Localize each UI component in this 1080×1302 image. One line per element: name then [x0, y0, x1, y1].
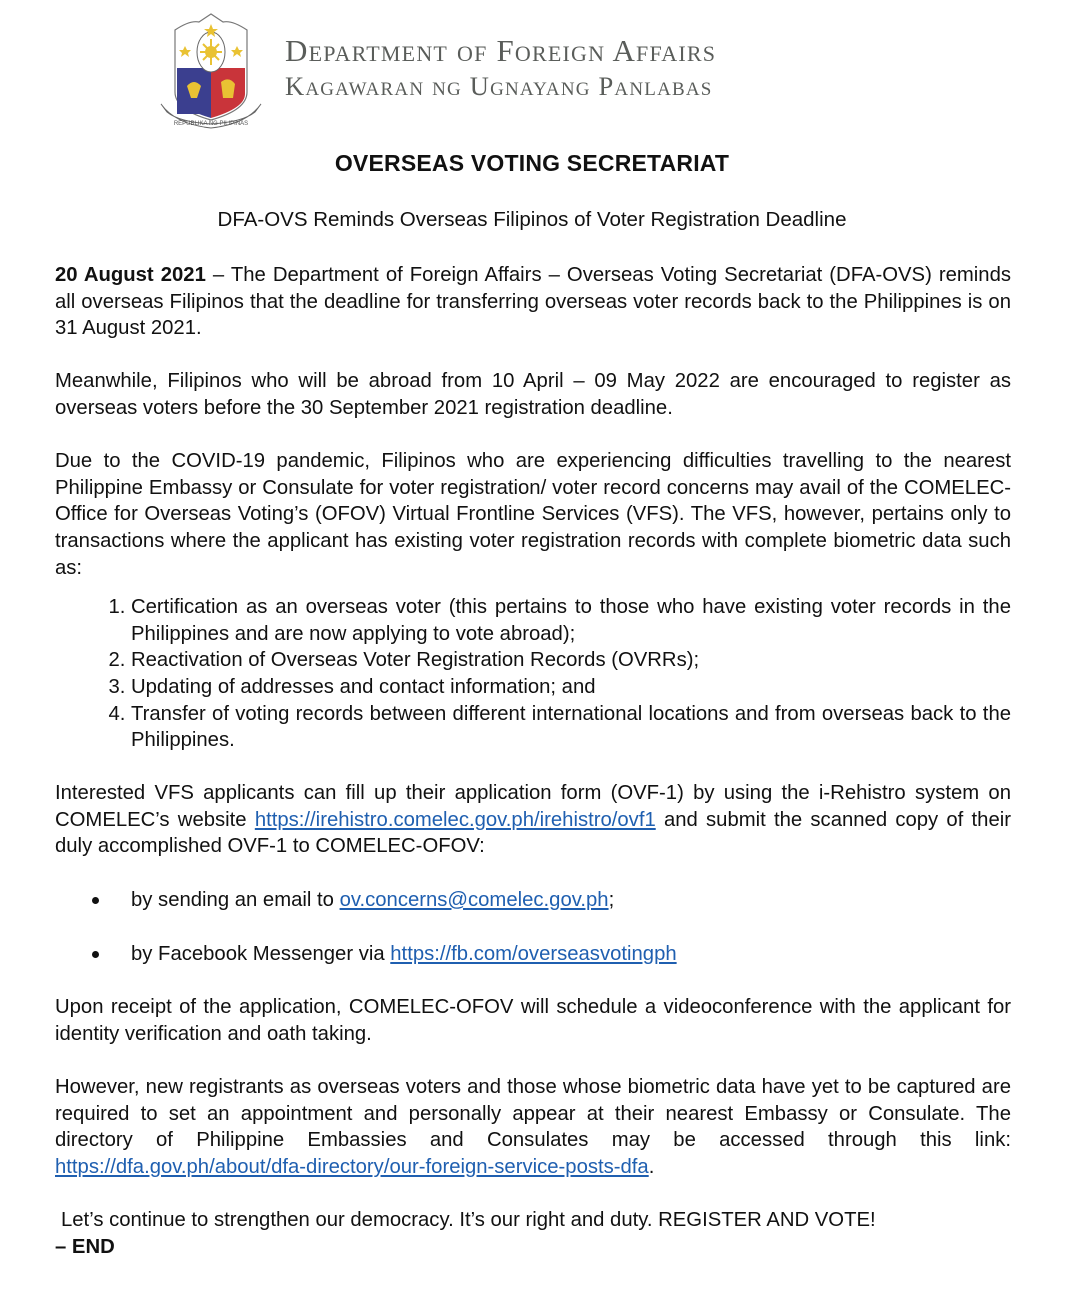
paragraph-vfs: Due to the COVID-19 pandemic, Filipinos who are experiencing difficulties travelling to the nearest Philippine Embassy or Consulate for voter registration/ voter record concerns may avail of the COMELEC-Office for Overseas Voting’s (OFOV) Virtual Frontline Services (VFS). The VFS, however, pertains only to transactions where the applicant has existing voter registration records with complete biometric data such as: — [55, 450, 1011, 579]
paragraph-videoconference: Upon receipt of the application, COMELEC-OFOV will schedule a videoconference with the applicant for identity verification and oath taking. — [55, 996, 1011, 1046]
document-title: OVERSEAS VOTING SECRETARIAT — [334, 150, 730, 176]
philippine-seal-icon — [155, 12, 267, 132]
irehistro-link[interactable]: https://irehistro.comelec.gov.ph/irehistro/ovf1 — [254, 808, 656, 831]
list-item: 4. Transfer of voting records between different international locations and from overseas back to the Philippines. — [131, 701, 1011, 754]
paragraph-application: Interested VFS applicants can fill up their application form (OVF-1) by using the i-Rehistro system on COMELEC’s website https://irehistro.comelec.gov.ph/irehistro/ovf1 and submit the scanned copy of their duly accomplished OVF-1 to COMELEC-OFOV: — [55, 782, 1011, 858]
bullet-icon — [92, 897, 99, 904]
email-link[interactable]: ov.concerns@comelec.gov.ph — [339, 888, 609, 911]
facebook-link[interactable]: https://fb.com/overseasvotingph — [390, 943, 677, 966]
paragraph-new-registrants: However, new registrants as overseas voters and those whose biometric data have yet to be captured are required to set an appointment and personally appear at their nearest Embassy or Consulate. The directory of Philippine Embassies and Consulates may be accessed through this link: https://dfa.gov.ph/about/dfa-directory/our-foreign-service-posts-dfa. — [55, 1076, 1011, 1178]
closing-statement: Let’s continue to strengthen our democracy. It’s our right and duty. REGISTER AND VOTE! — [61, 1209, 876, 1232]
svg-text:REPUBLIKA NG PILIPINAS: REPUBLIKA NG PILIPINAS — [173, 121, 249, 127]
paragraph-intro: 20 August 2021 – The Department of Foreign Affairs – Overseas Voting Secretariat (DFA-OVS) reminds all overseas Filipinos that the deadline for transferring overseas voter records back to the Philippines is on 31 August 2021. — [55, 264, 1011, 340]
list-item: 1. Certification as an overseas voter (this pertains to those who have existing voter records in the Philippines and are now applying to vote abroad); — [131, 594, 1011, 647]
paragraph-registration-deadline: Meanwhile, Filipinos who will be abroad from 10 April – 09 May 2022 are encouraged to register as overseas voters before the 30 September 2021 registration deadline. — [55, 370, 1011, 419]
release-date: 20 August 2021 — [55, 264, 206, 286]
end-marker: – END — [55, 1235, 115, 1258]
document-subtitle: DFA-OVS Reminds Overseas Filipinos of Voter Registration Deadline — [217, 208, 847, 231]
dfa-directory-link[interactable]: https://dfa.gov.ph/about/dfa-directory/our-foreign-service-posts-dfa — [55, 1156, 649, 1178]
submission-methods-list — [55, 887, 1011, 968]
letterhead — [155, 12, 875, 134]
list-item-facebook: by Facebook Messenger via https://fb.com/overseasvotingph — [55, 941, 1011, 968]
org-name-english: Department of Foreign Affairs — [285, 33, 717, 68]
document-body — [55, 262, 1011, 1260]
list-item: 3. Updating of addresses and contact information; and — [131, 674, 1011, 701]
bullet-icon — [92, 951, 99, 958]
organization-name — [285, 34, 716, 102]
list-item: 2. Reactivation of Overseas Voter Registration Records (OVRRs); — [131, 647, 1011, 674]
org-name-tagalog: Kagawaran ng Ugnayang Panlabas — [285, 71, 713, 101]
list-item-email: by sending an email to ov.concerns@comelec.gov.ph; — [55, 887, 1011, 914]
vfs-transactions-list — [55, 594, 1011, 754]
